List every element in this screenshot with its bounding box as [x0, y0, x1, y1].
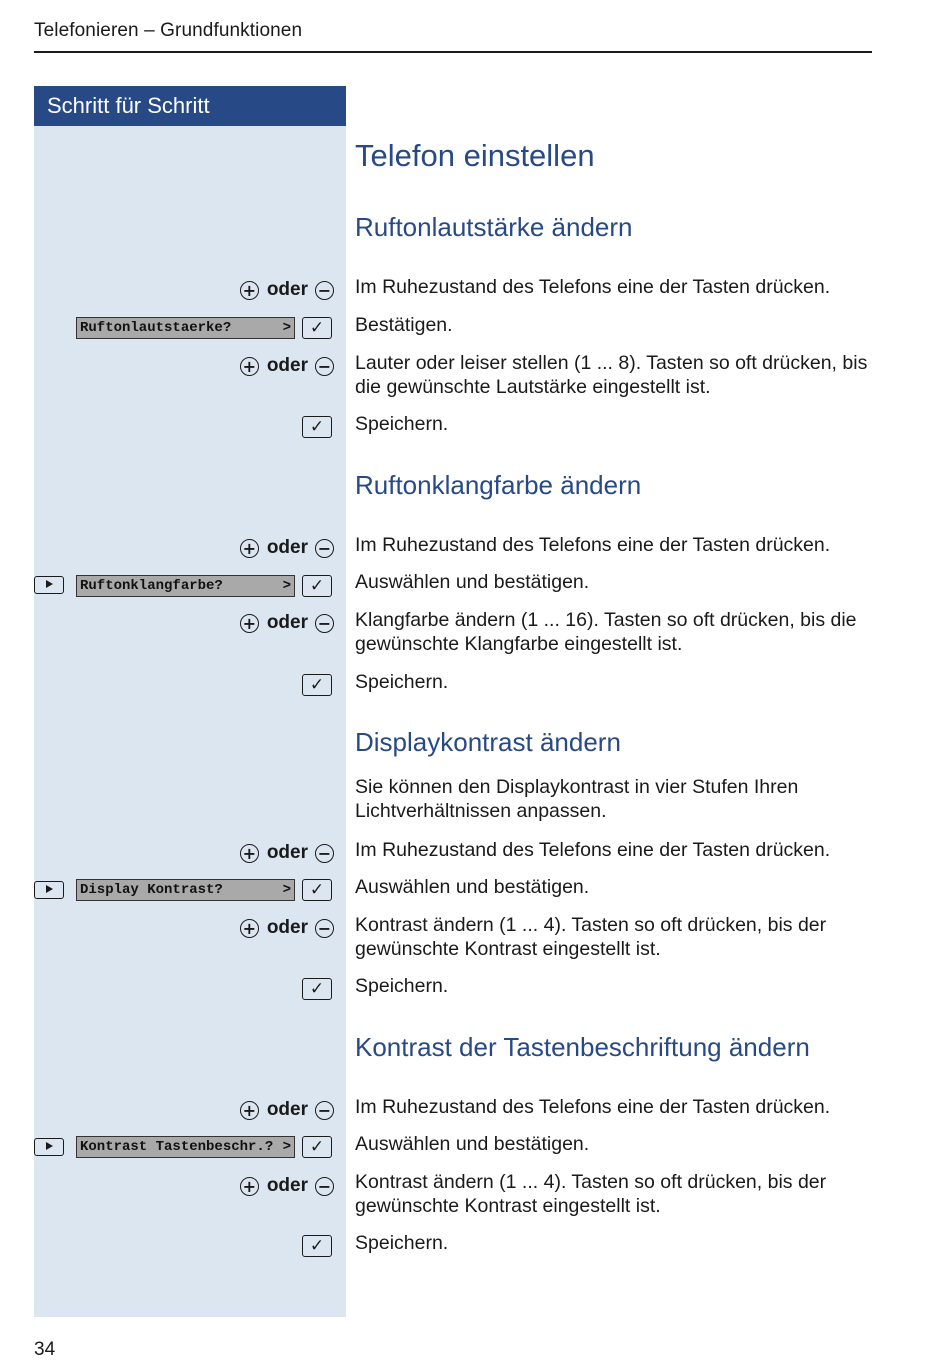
display-item-label: Ruftonklangfarbe? — [80, 578, 223, 594]
step-text: Auswählen und bestätigen. — [355, 571, 590, 593]
oder-label: oder — [266, 537, 308, 558]
plus-minus-keys — [240, 536, 334, 560]
page-number: 34 — [34, 1339, 56, 1360]
display-arrow-icon: > — [282, 320, 291, 336]
section-intro: Sie können den Displaykontrast in vier Stufen Ihren Lichtverhältnissen anpassen. — [355, 776, 799, 822]
step-text: Kontrast ändern (1 ... 4). Tasten so oft drücken, bis der gewünschte Kontrast eingestellt ist. — [355, 1171, 827, 1217]
scroll-right-icon — [34, 576, 64, 594]
confirm-key-icon: ✓ — [302, 575, 332, 597]
oder-label: oder — [266, 612, 308, 633]
plus-key-icon: + — [240, 281, 259, 300]
display-item — [76, 1136, 295, 1158]
display-item-label: Display Kontrast? — [80, 882, 223, 898]
step-text: Auswählen und bestätigen. — [355, 1133, 590, 1155]
plus-minus-keys — [240, 611, 334, 635]
section-heading: Kontrast der Tastenbeschriftung ändern — [355, 1032, 810, 1062]
page-title: Telefon einstellen — [355, 138, 595, 173]
plus-minus-keys — [240, 1098, 334, 1122]
confirm-key-icon: ✓ — [302, 1235, 332, 1257]
minus-key-icon: − — [315, 539, 334, 558]
plus-key-icon: + — [240, 1101, 259, 1120]
step-text: Im Ruhezustand des Telefons eine der Tasten drücken. — [355, 839, 831, 861]
step-text: Im Ruhezustand des Telefons eine der Tasten drücken. — [355, 276, 831, 298]
plus-key-icon: + — [240, 1177, 259, 1196]
section-heading: Ruftonklangfarbe ändern — [355, 470, 642, 500]
oder-label: oder — [266, 917, 308, 938]
step-text: Speichern. — [355, 1232, 449, 1254]
step-text: Klangfarbe ändern (1 ... 16). Tasten so oft drücken, bis die gewünschte Klangfarbe eingestellt ist. — [355, 609, 857, 655]
plus-key-icon: + — [240, 539, 259, 558]
section-heading: Ruftonlautstärke ändern — [355, 212, 633, 242]
minus-key-icon: − — [315, 357, 334, 376]
display-item — [76, 575, 295, 597]
minus-key-icon: − — [315, 844, 334, 863]
display-arrow-icon: > — [282, 882, 291, 898]
plus-minus-keys — [240, 841, 334, 865]
step-text: Speichern. — [355, 413, 449, 435]
plus-key-icon: + — [240, 357, 259, 376]
confirm-key-icon: ✓ — [302, 879, 332, 901]
minus-key-icon: − — [315, 919, 334, 938]
display-arrow-icon: > — [282, 578, 291, 594]
confirm-key-icon: ✓ — [302, 978, 332, 1000]
section-heading: Displaykontrast ändern — [355, 727, 621, 757]
step-sidebar — [34, 86, 346, 1317]
minus-key-icon: − — [315, 614, 334, 633]
confirm-key-icon: ✓ — [302, 674, 332, 696]
step-text: Auswählen und bestätigen. — [355, 876, 590, 898]
display-arrow-icon: > — [282, 1139, 291, 1155]
scroll-right-icon — [34, 1138, 64, 1156]
display-item-label: Kontrast Tastenbeschr.? — [80, 1139, 274, 1155]
step-text: Speichern. — [355, 975, 449, 997]
plus-minus-keys — [240, 278, 334, 302]
oder-label: oder — [266, 279, 308, 300]
confirm-key-icon: ✓ — [302, 317, 332, 339]
step-text: Speichern. — [355, 671, 449, 693]
step-text: Kontrast ändern (1 ... 4). Tasten so oft drücken, bis der gewünschte Kontrast eingestellt ist. — [355, 914, 827, 960]
step-text: Bestätigen. — [355, 314, 453, 336]
oder-label: oder — [266, 842, 308, 863]
confirm-key-icon: ✓ — [302, 416, 332, 438]
display-item — [76, 317, 295, 339]
confirm-key-icon: ✓ — [302, 1136, 332, 1158]
step-text: Lauter oder leiser stellen (1 ... 8). Tasten so oft drücken, bis die gewünschte Lautstärke eingestellt ist. — [355, 352, 868, 398]
plus-minus-keys — [240, 916, 334, 940]
scroll-right-icon — [34, 881, 64, 899]
plus-key-icon: + — [240, 614, 259, 633]
step-text: Im Ruhezustand des Telefons eine der Tasten drücken. — [355, 1096, 831, 1118]
plus-key-icon: + — [240, 844, 259, 863]
running-header: Telefonieren – Grundfunktionen — [34, 20, 303, 41]
minus-key-icon: − — [315, 1101, 334, 1120]
oder-label: oder — [266, 1099, 308, 1120]
plus-minus-keys — [240, 1174, 334, 1198]
minus-key-icon: − — [315, 1177, 334, 1196]
minus-key-icon: − — [315, 281, 334, 300]
sidebar-title: Schritt für Schritt — [34, 86, 346, 126]
oder-label: oder — [266, 1175, 308, 1196]
display-item — [76, 879, 295, 901]
step-text: Im Ruhezustand des Telefons eine der Tasten drücken. — [355, 534, 831, 556]
plus-key-icon: + — [240, 919, 259, 938]
oder-label: oder — [266, 355, 308, 376]
plus-minus-keys — [240, 354, 334, 378]
header-rule — [34, 51, 872, 53]
display-item-label: Ruftonlautstaerke? — [80, 320, 232, 336]
